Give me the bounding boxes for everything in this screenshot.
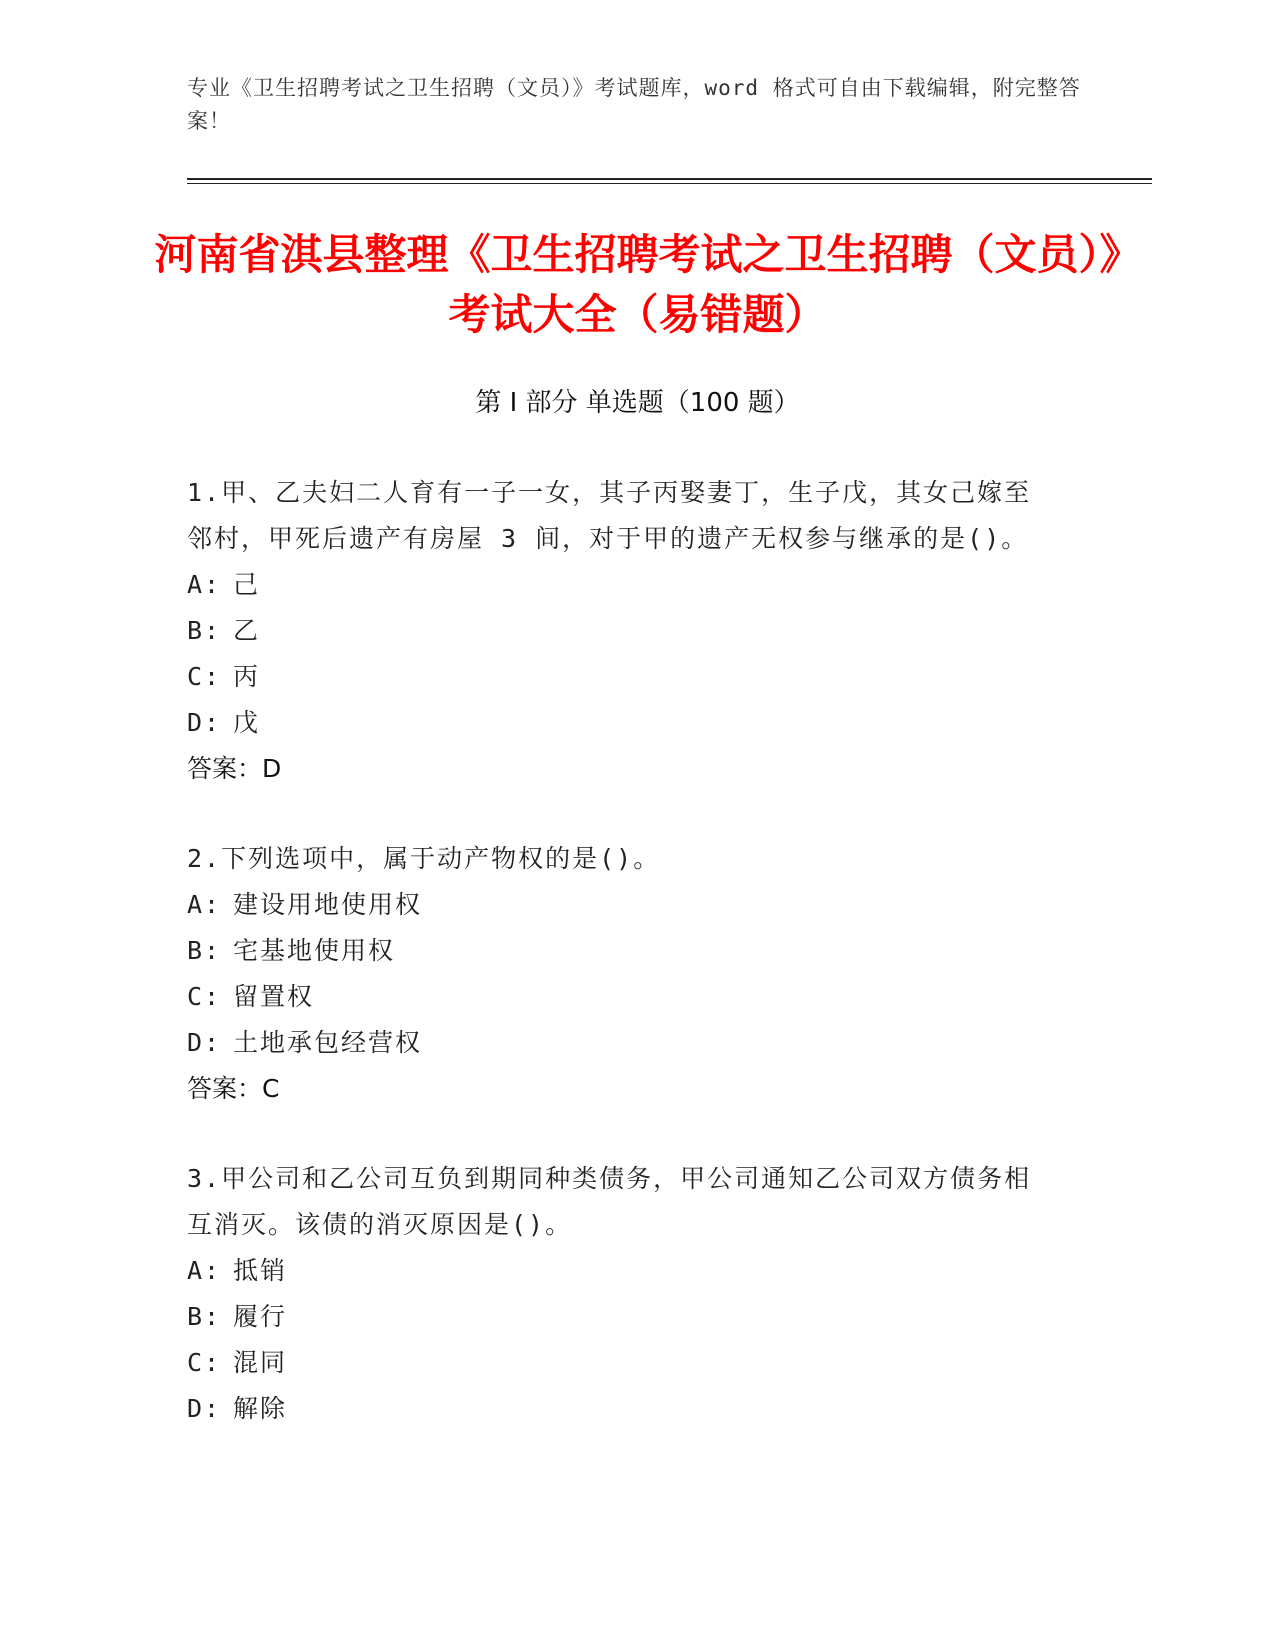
option-key: A:	[187, 890, 222, 919]
answer-line: 答案：D	[187, 754, 282, 783]
option-d	[187, 700, 1057, 746]
option-text: 履行	[233, 1302, 288, 1331]
option-text: 混同	[233, 1348, 288, 1377]
option-key: D:	[187, 1394, 222, 1423]
option-text: 己	[233, 570, 261, 599]
option-b	[187, 1294, 1057, 1340]
option-a	[187, 882, 1057, 928]
option-key: A:	[187, 570, 222, 599]
option-key: B:	[187, 1302, 222, 1331]
option-key: C:	[187, 1348, 222, 1377]
option-key: D:	[187, 708, 222, 737]
question-3	[187, 1156, 1057, 1432]
header-rule-thick	[187, 178, 1152, 180]
header-note: 专业《卫生招聘考试之卫生招聘（文员）》考试题库，word 格式可自由下载编辑，附完整答案！	[187, 76, 1081, 133]
section-heading: 第 I 部分 单选题（100 题）	[475, 388, 800, 418]
option-text: 戊	[233, 708, 261, 737]
question-stem: 1.甲、乙夫妇二人育有一子一女，其子丙娶妻丁，生子戊，其女己嫁至邻村，甲死后遗产有房屋 3 间，对于甲的遗产无权参与继承的是()。	[187, 478, 1032, 553]
option-c	[187, 1340, 1057, 1386]
option-a	[187, 1248, 1057, 1294]
question-2	[187, 836, 1057, 1112]
option-key: A:	[187, 1256, 222, 1285]
option-text: 丙	[233, 662, 261, 691]
option-b	[187, 928, 1057, 974]
answer-line: 答案：C	[187, 1074, 280, 1103]
option-text: 乙	[233, 616, 261, 645]
option-text: 留置权	[233, 982, 315, 1011]
option-text: 土地承包经营权	[233, 1028, 423, 1057]
option-key: B:	[187, 936, 222, 965]
header-rule-thin	[187, 183, 1152, 184]
option-text: 抵销	[233, 1256, 288, 1285]
option-c	[187, 654, 1057, 700]
option-d	[187, 1020, 1057, 1066]
option-c	[187, 974, 1057, 1020]
option-text: 解除	[233, 1394, 288, 1423]
option-b	[187, 608, 1057, 654]
option-key: C:	[187, 662, 222, 691]
option-text: 建设用地使用权	[233, 890, 423, 919]
option-key: C:	[187, 982, 222, 1011]
option-text: 宅基地使用权	[233, 936, 396, 965]
option-key: D:	[187, 1028, 222, 1057]
document-title: 河南省淇县整理《卫生招聘考试之卫生招聘（文员）》考试大全（易错题）	[154, 230, 1121, 339]
question-list	[187, 470, 1057, 1476]
option-key: B:	[187, 616, 222, 645]
question-stem: 3.甲公司和乙公司互负到期同种类债务，甲公司通知乙公司双方债务相互消灭。该债的消灭原因是()。	[187, 1164, 1032, 1239]
option-d	[187, 1386, 1057, 1432]
option-a	[187, 562, 1057, 608]
question-stem: 2.下列选项中，属于动产物权的是()。	[187, 844, 661, 873]
question-1	[187, 470, 1057, 792]
